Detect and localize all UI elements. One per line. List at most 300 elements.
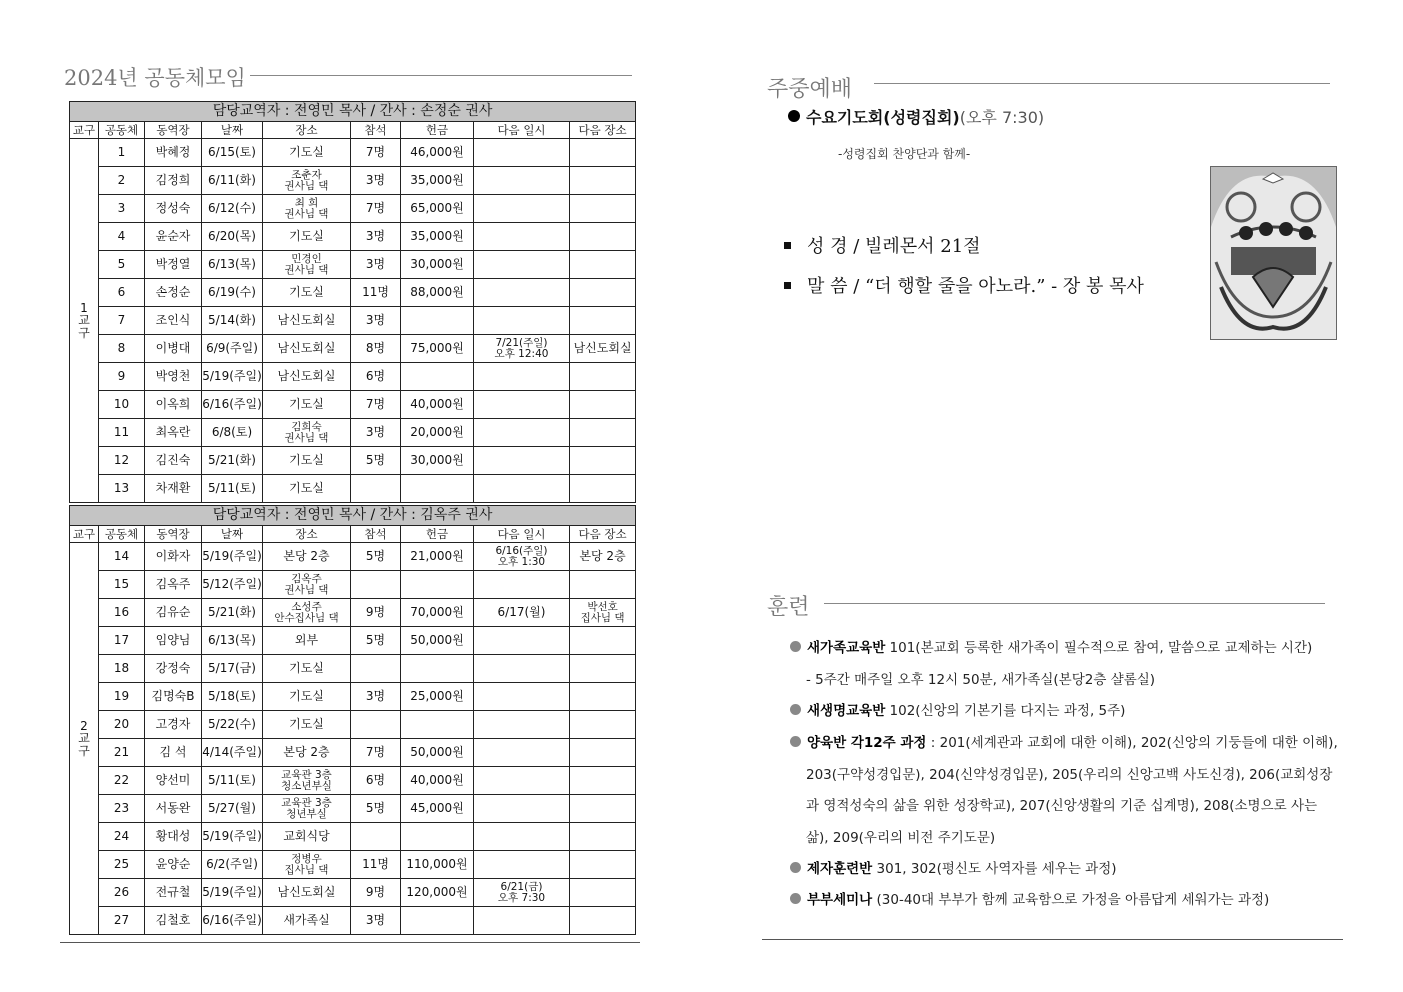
next-date [474,711,570,739]
column-header: 장소 [263,526,351,543]
leader-name: 김정희 [145,167,202,195]
next-place [570,795,636,823]
offering: 35,000원 [401,167,474,195]
table-row [70,683,636,711]
meeting-place: 기도실 [263,391,351,419]
offering: 88,000원 [401,279,474,307]
meeting-place-line: 청년부실 [286,807,327,820]
next-place [570,739,636,767]
meeting-place [263,195,351,223]
attendance: 8명 [351,335,401,363]
meeting-date: 5/11(토) [202,475,263,503]
next-date [474,879,570,907]
leader-name: 윤순자 [145,223,202,251]
meeting-date: 5/21(화) [202,599,263,627]
table-row [70,195,636,223]
training-item [790,857,1117,877]
group-number: 4 [99,223,145,251]
next-place [570,907,636,935]
group2-table [69,505,636,935]
table-row [70,447,636,475]
circle-bullet-icon [790,893,801,904]
group-number: 12 [99,447,145,475]
training-item-text: 203(구약성경입문), 204(신약성경입문), 205(우리의 신앙고백 사도신경), 206(교회성장 [806,767,1333,783]
group-number: 2 [99,167,145,195]
next-date [474,795,570,823]
next-date-line: 오후 7:30 [497,891,546,904]
attendance: 6명 [351,363,401,391]
meeting-place [263,599,351,627]
leader-name: 박혜정 [145,139,202,167]
leader-name: 황대성 [145,823,202,851]
meeting-place: 기도실 [263,683,351,711]
table-row [70,167,636,195]
next-date [474,223,570,251]
circle-bullet-icon [790,862,801,873]
training-item-text: 과 영적성숙의 삶을 위한 성장학교), 207(신앙생활의 기준 십계명), 208(소명으로 사는 [806,798,1318,814]
training-item-title: 부부세미나 [807,892,873,908]
next-date [474,335,570,363]
table-row [70,139,636,167]
table-row [70,279,636,307]
training-item-text: : 201(세계관과 교회에 대한 이해), 202(신앙의 기둥들에 대한 이해), [926,735,1338,751]
column-header: 동역장 [145,526,202,543]
next-place [570,139,636,167]
leader-name: 최옥란 [145,419,202,447]
meeting-place: 본당 2층 [263,739,351,767]
column-header-row [70,122,636,139]
offering: 45,000원 [401,795,474,823]
group-number: 13 [99,475,145,503]
next-place-line: 박선호 [587,601,618,613]
leader-name: 이병대 [145,335,202,363]
table-row [70,599,636,627]
group-number: 25 [99,851,145,879]
offering: 30,000원 [401,447,474,475]
leader-name: 정성숙 [145,195,202,223]
offering [401,571,474,599]
title-rule-left [250,75,632,76]
filled-circle-icon [788,110,800,122]
group-number: 1 [99,139,145,167]
table-row [70,307,636,335]
meeting-date: 5/22(수) [202,711,263,739]
scripture-text: 성 경 / 빌레몬서 21절 [807,236,981,257]
next-place [570,683,636,711]
next-date [474,683,570,711]
next-date-line: 7/21(주일) [495,337,548,349]
meeting-place-line: 정병우 [291,853,322,865]
meeting-date: 6/20(목) [202,223,263,251]
table-row [70,571,636,599]
next-date [474,195,570,223]
next-place [570,879,636,907]
group1-table [69,101,636,503]
column-header: 참석 [351,122,401,139]
group-number: 8 [99,335,145,363]
table-row [70,823,636,851]
offering: 50,000원 [401,739,474,767]
service-name: 수요기도회(성령집회) [806,108,960,127]
offering [401,907,474,935]
meeting-date: 5/18(토) [202,683,263,711]
next-date-line: 6/21(금) [500,881,543,893]
attendance: 5명 [351,795,401,823]
meeting-place: 기도실 [263,655,351,683]
attendance: 3명 [351,683,401,711]
meeting-place-line: 권사님 댁 [284,263,329,276]
group-number: 26 [99,879,145,907]
column-header: 동역장 [145,122,202,139]
next-date [474,627,570,655]
meeting-place: 교회식당 [263,823,351,851]
offering: 40,000원 [401,391,474,419]
group-number: 11 [99,419,145,447]
service-time: (오후 7:30) [959,108,1045,127]
next-place [570,307,636,335]
meeting-date: 6/2(주일) [202,851,263,879]
next-place [570,419,636,447]
meeting-place: 외부 [263,627,351,655]
meeting-date: 6/13(목) [202,251,263,279]
next-date [474,543,570,571]
district-char: 구 [78,743,90,758]
attendance: 11명 [351,279,401,307]
training-item-text: 301, 302(평신도 사역자를 세우는 과정) [872,861,1117,877]
table-row [70,767,636,795]
meeting-place-line: 권사님 댁 [284,207,329,220]
meeting-date: 5/11(토) [202,767,263,795]
group-number: 19 [99,683,145,711]
meeting-place: 남신도회실 [263,307,351,335]
next-date [474,739,570,767]
table-row [70,419,636,447]
training-item [790,731,1338,751]
page-title-left: 2024년 공동체모임 [64,66,246,90]
leader-name: 조인식 [145,307,202,335]
next-date-line: 오후 1:30 [497,555,546,568]
column-header: 공동체 [99,122,145,139]
next-date-line: 6/16(주일) [495,545,548,557]
group1-header: 담당교역자 : 전영민 목사 / 간사 : 손정순 권사 [70,102,636,122]
column-header: 교구 [70,526,99,543]
leader-name: 양선미 [145,767,202,795]
offering: 40,000원 [401,767,474,795]
offering [401,823,474,851]
district-char: 2 [80,718,88,733]
next-date [474,823,570,851]
meeting-place-line: 소성주 [291,601,322,613]
table-row [70,739,636,767]
attendance: 3명 [351,223,401,251]
group-number: 15 [99,571,145,599]
attendance [351,475,401,503]
meeting-date: 6/16(주일) [202,391,263,419]
meeting-place [263,795,351,823]
next-place [570,363,636,391]
meeting-place [263,167,351,195]
meeting-date: 5/21(화) [202,447,263,475]
meeting-place-line: 교육관 3층 [281,769,332,781]
leader-name: 김명숙B [145,683,202,711]
attendance: 3명 [351,167,401,195]
attendance: 7명 [351,739,401,767]
next-place-line: 집사님 댁 [580,611,625,624]
attendance: 9명 [351,879,401,907]
group2-header: 담당교역자 : 전영민 목사 / 간사 : 김옥주 권사 [70,506,636,526]
meeting-place: 기도실 [263,475,351,503]
square-bullet-icon [784,242,791,249]
attendance [351,711,401,739]
group-number: 16 [99,599,145,627]
offering: 110,000원 [401,851,474,879]
offering [401,307,474,335]
next-place [570,251,636,279]
group-number: 20 [99,711,145,739]
next-date [474,167,570,195]
footer-rule-right [762,939,1343,940]
group-number: 22 [99,767,145,795]
column-header: 다음 장소 [570,526,636,543]
training-item-title: 양육반 각12주 과정 [807,735,927,751]
training-item [806,826,995,846]
offering: 65,000원 [401,195,474,223]
offering: 21,000원 [401,543,474,571]
training-item [806,794,1317,814]
meeting-date: 5/19(주일) [202,823,263,851]
attendance: 7명 [351,139,401,167]
next-place [570,447,636,475]
sermon-text: 말 씀 / “더 행할 줄을 아노라.” - 장 봉 목사 [807,276,1144,297]
attendance: 5명 [351,447,401,475]
table-row [70,335,636,363]
next-date [474,279,570,307]
meeting-place: 남신도회실 [263,363,351,391]
next-place [570,167,636,195]
meeting-date: 5/19(주일) [202,543,263,571]
next-place: 남신도회실 [570,335,636,363]
leader-name: 김옥주 [145,571,202,599]
meeting-place: 기도실 [263,711,351,739]
group-number: 18 [99,655,145,683]
training-item [806,668,1155,688]
worship-title-rule [874,83,1330,84]
meeting-place-line: 안수집사님 댁 [274,611,339,624]
district-char: 구 [78,325,90,340]
next-place [570,823,636,851]
training-item-title: 제자훈련반 [807,861,873,877]
offering: 25,000원 [401,683,474,711]
offering: 46,000원 [401,139,474,167]
next-place [570,475,636,503]
service-note: -성령집회 찬양단과 함께- [838,147,971,161]
next-date [474,307,570,335]
meeting-place-line: 조춘자 [291,169,322,181]
district-label [70,139,99,503]
meeting-date: 5/27(월) [202,795,263,823]
meeting-place: 기도실 [263,447,351,475]
column-header: 참석 [351,526,401,543]
next-date [474,475,570,503]
training-item-text: - 5주간 매주일 오후 12시 50분, 새가족실(본당2층 샬롬실) [806,672,1156,688]
next-date [474,363,570,391]
offering: 75,000원 [401,335,474,363]
circle-bullet-icon [790,641,801,652]
attendance [351,571,401,599]
next-date [474,419,570,447]
column-header-row [70,526,636,543]
column-header: 공동체 [99,526,145,543]
meeting-place: 기도실 [263,223,351,251]
district-char: 교 [78,731,90,746]
next-place [570,767,636,795]
leader-name: 강정숙 [145,655,202,683]
attendance: 3명 [351,251,401,279]
next-place [570,599,636,627]
meeting-place-line: 권사님 댁 [284,431,329,444]
group-number: 6 [99,279,145,307]
meeting-place-line: 권사님 댁 [284,583,329,596]
meeting-place: 기도실 [263,279,351,307]
table-row [70,223,636,251]
meeting-date: 6/11(화) [202,167,263,195]
next-place [570,195,636,223]
meeting-place: 남신도회실 [263,879,351,907]
attendance: 3명 [351,907,401,935]
training-title-rule [824,603,1325,604]
next-place: 본당 2층 [570,543,636,571]
leader-name: 김진숙 [145,447,202,475]
group-number: 9 [99,363,145,391]
column-header: 다음 일시 [474,122,570,139]
attendance: 9명 [351,599,401,627]
table-row [70,851,636,879]
leader-name: 김유순 [145,599,202,627]
training-item-text: 삶), 209(우리의 비전 주기도문) [806,830,996,846]
attendance [351,823,401,851]
district-char: 1 [80,300,88,315]
meeting-place [263,251,351,279]
worship-section-title: 주중예배 [767,77,853,102]
meeting-place [263,571,351,599]
meeting-place: 기도실 [263,139,351,167]
table-row [70,795,636,823]
next-place [570,571,636,599]
next-date [474,447,570,475]
meeting-place [263,851,351,879]
offering [401,655,474,683]
next-date-line: 오후 12:40 [494,347,549,360]
meeting-place [263,419,351,447]
training-section-title: 훈련 [767,595,810,620]
group-number: 10 [99,391,145,419]
column-header: 다음 장소 [570,122,636,139]
sermon-line [784,272,1144,298]
group-number: 21 [99,739,145,767]
column-header: 날짜 [202,122,263,139]
next-date [474,251,570,279]
offering: 120,000원 [401,879,474,907]
meeting-date: 5/17(금) [202,655,263,683]
circle-bullet-icon [790,736,801,747]
offering: 35,000원 [401,223,474,251]
attendance: 3명 [351,419,401,447]
attendance: 11명 [351,851,401,879]
training-item-text: 101(본교회 등록한 새가족이 필수적으로 참여, 말씀으로 교제하는 시간) [885,640,1313,656]
meeting-place [263,767,351,795]
leader-name: 전규철 [145,879,202,907]
offering: 50,000원 [401,627,474,655]
group-number: 3 [99,195,145,223]
training-item-text: (30-40대 부부가 함께 교육함으로 가정을 아름답게 세워가는 과정) [872,892,1270,908]
offering [401,711,474,739]
group-number: 24 [99,823,145,851]
meeting-date: 6/13(목) [202,627,263,655]
next-date [474,571,570,599]
meeting-date: 6/16(주일) [202,907,263,935]
training-item [806,763,1332,783]
meeting-date: 6/12(수) [202,195,263,223]
leader-name: 고경자 [145,711,202,739]
group-number: 27 [99,907,145,935]
offering: 30,000원 [401,251,474,279]
training-item [790,636,1312,656]
training-item-text: 102(신앙의 기본기를 다지는 과정, 5주) [885,703,1126,719]
attendance: 5명 [351,543,401,571]
leader-name: 박영천 [145,363,202,391]
next-place [570,391,636,419]
meeting-date: 5/19(주일) [202,363,263,391]
next-date: 6/17(월) [474,599,570,627]
group-number: 5 [99,251,145,279]
meeting-place-line: 권사님 댁 [284,179,329,192]
column-header: 헌금 [401,122,474,139]
offering [401,475,474,503]
meeting-date: 5/14(화) [202,307,263,335]
meeting-place-line: 최 희 [294,197,319,209]
meeting-place-line: 김희숙 [291,421,322,433]
attendance: 7명 [351,195,401,223]
meeting-date: 6/9(주일) [202,335,263,363]
training-item [790,699,1125,719]
column-header: 날짜 [202,526,263,543]
next-place [570,711,636,739]
table-row [70,655,636,683]
table-row [70,627,636,655]
square-bullet-icon [784,282,791,289]
meeting-place: 남신도회실 [263,335,351,363]
table-row [70,543,636,571]
meeting-place: 새가족실 [263,907,351,935]
next-date [474,655,570,683]
scripture-line [784,232,981,258]
next-date [474,767,570,795]
attendance: 5명 [351,627,401,655]
district-char: 교 [78,313,90,328]
leader-name: 김철호 [145,907,202,935]
meeting-date: 6/15(토) [202,139,263,167]
meeting-place-line: 민경인 [291,253,322,265]
column-header: 헌금 [401,526,474,543]
table-row [70,879,636,907]
column-header: 교구 [70,122,99,139]
next-place [570,223,636,251]
next-place [570,627,636,655]
meeting-place-line: 집사님 댁 [284,863,329,876]
table-row [70,251,636,279]
meeting-date: 4/14(주일) [202,739,263,767]
group-number: 14 [99,543,145,571]
